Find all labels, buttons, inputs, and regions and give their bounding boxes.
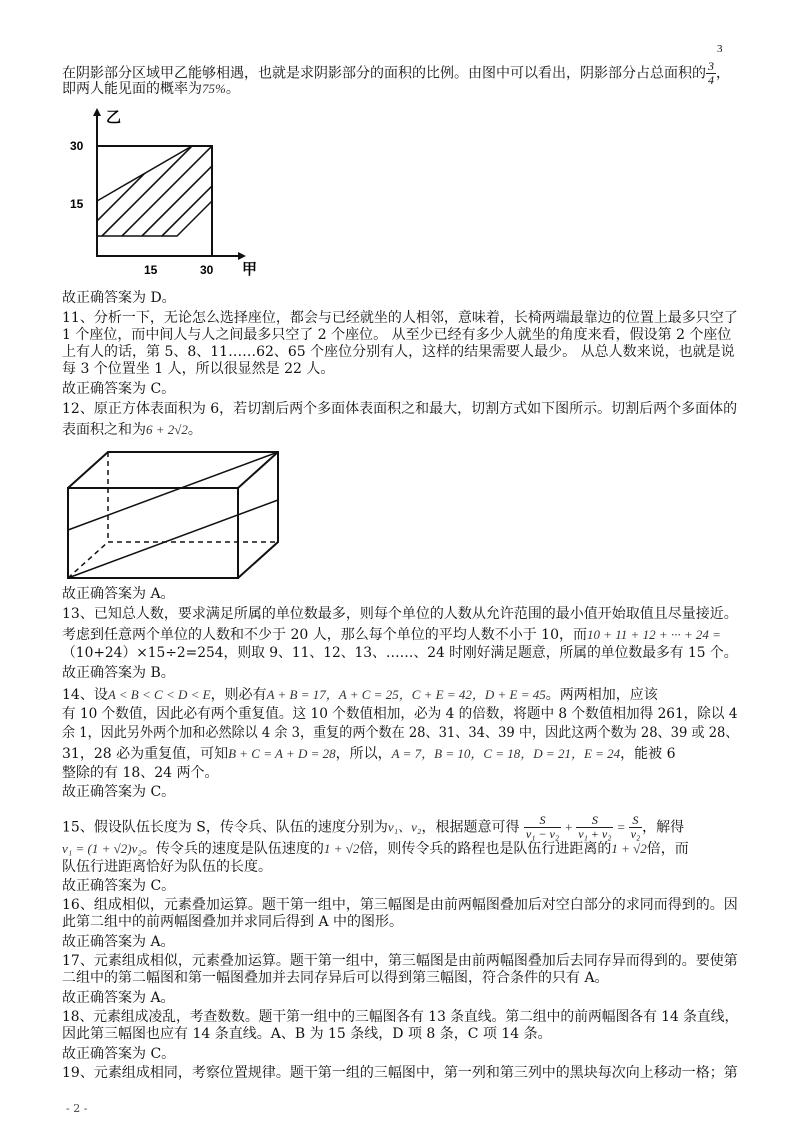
answer-line: 故正确答案为 A。 [62,990,175,1006]
ratio-expression: 1 + √2 [611,841,647,856]
text-line: 1 个座位，而中间人与人之间最多只空了 2 个座位。 从至少已经有多少人就坐的角度来看，假设第 2 个座位 [62,327,732,343]
answer-line: 故正确答案为 C。 [62,381,176,397]
solution-expression: v₁ = (1 + √2)v₂ [62,841,142,856]
answer-line: 故正确答案为 B。 [62,665,175,681]
meeting-area-diagram [62,106,272,278]
page-footer-number: - 2 - [66,1102,88,1115]
text-line: 此第二组中的前两幅图叠加并求同后得到 A 中的图形。 [62,914,404,930]
text-line: 队伍行进距离恰好为队伍的长度。 [62,859,272,875]
y-tick-label: 30 [70,139,84,153]
text-line: 二组中的第二幅图和第一幅图叠加并去同存异后可以得到第三幅图，符合条件的只有 A。 [62,970,609,986]
fraction-three-quarters: $\frac{3}{4}$ [708,59,714,87]
text-line: 11、分析一下，无论怎么选择座位，都会与已经就坐的人相邻，意味着，长椅两端最靠边的位置上最多只空了 [62,310,738,326]
answer-line: 故正确答案为 C。 [62,1046,176,1062]
x-tick-label: 30 [200,263,214,277]
equation-fraction: $\frac{S}{\text{v₁ + v₂}}$ [578,813,612,841]
text-line: 31，28 必为重复值，可知B + C = A + D = 28，所以，A = 7，B = 10，C = 18，D = 21，E = 24，能被 6 [62,746,676,762]
text-line: 13、已知总人数，要求满足所属的单位数最多，则每个单位的人数从允许范围的最小值开始取值且尽量接近。 [62,606,738,622]
text-line: 15、假设队伍长度为 S，传令兵、队伍的速度分别为v₁、v₂，根据题意可得 $\frac{S}{\text{v₁ − v₂}}$ + $\frac{S}{\text{v₁ + v₂}}$ = $\frac{S}{\text{v₂}}$ ，解得 [62,813,685,841]
text-line: 有 10 个数值，因此必有两个重复值。这 10 个数值相加，必为 4 的倍数，将题中 8 个数值相加得 261，除以 4 [62,706,738,722]
text-line: 19、元素组成相同，考察位置规律。题干第一组的三幅图中，第一列和第三列中的黑块每次向上移动一格；第 [62,1065,738,1081]
x-tick-label: 15 [144,263,158,277]
order-expression: A < B < C < D < E [107,687,211,702]
text-line: 即两人能见面的概率为75%。 [62,81,240,97]
shaded-region [62,146,272,236]
text-line: 考虑到任意两个单位的人数和不少于 20 人，那么每个单位的平均人数不小于 10，而10 + 11 + 12 + ··· + 24 = [62,627,721,643]
y-axis-label: 乙 [106,109,122,126]
text-line: 整除的有 18、24 两个。 [62,765,219,781]
text-line: 18、元素组成凌乱，考查数数。题干第一组中的三幅图各有 13 条直线。第二组中的前两幅图各有 14 条直线， [62,1009,739,1025]
probability-value: 75% [202,81,226,96]
equation-fraction: $\frac{S}{\text{v₁ − v₂}}$ [525,813,559,841]
text-line: 在阴影部分区域甲乙能够相遇，也就是求阴影部分的面积的比例。由图中可以看出，阴影部分占总面积的 $\frac{3}{4}$ ， [62,59,730,87]
cube-cut-diagram [62,448,302,582]
answer-line: 故正确答案为 A。 [62,934,175,950]
answer-line: 故正确答案为 D。 [62,290,176,306]
answer-line: 故正确答案为 A。 [62,586,175,602]
text-line: 16、组成相似，元素叠加运算。题干第一组中，第三幅图是由前两幅图叠加后对空白部分的求同而得到的。因 [62,897,738,913]
text-line: 表面积之和为6 + 2√2。 [62,422,202,438]
surface-area-value: 6 + 2√2 [146,422,188,437]
text-line: 余 1，因此另外两个加和必然除以 4 余 3，重复的两个数在 28、31、34、39 中，因此这两个数为 28、39 或 28、 [62,725,739,741]
relations-expression: A + B = 17，A + C = 25，C + E = 42，D + E = 45 [266,687,546,702]
text-line: 17、元素组成相似，元素叠加运算。题干第一组中，第三幅图是由前两幅图叠加后去同存异而得到的。要使第 [62,953,738,969]
text-line: v₁ = (1 + √2)v₂。传令兵的速度是队伍速度的1 + √2倍，则传令兵的路程也是队伍行进距离的1 + √2倍，而 [62,841,689,857]
text-line: 12、原正方体表面积为 6，若切割后两个多面体表面积之和最大，切割方式如下图所示。切割后两个多面体的 [62,401,738,417]
values-expression: A = 7，B = 10，C = 18，D = 21，E = 24 [391,746,621,761]
x-axis-label: 甲 [242,261,258,278]
sum-expression: 10 + 11 + 12 + ··· + 24 = [586,627,721,642]
ratio-expression: 1 + √2 [323,841,360,856]
page-top-number: 3 [717,43,723,55]
y-tick-label: 15 [70,197,84,211]
text-line: 因此第三幅图也应有 14 条直线。A、B 为 15 条线，D 项 8 条，C 项 14 条。 [62,1026,552,1042]
text-line: （10+24）×15÷2=254，则取 9、11、12、13、……、24 时刚好满足题意，所属的单位数最多有 15 个。 [62,645,738,661]
answer-line: 故正确答案为 C。 [62,878,176,894]
text-line: 上有人的话，第 5、8、11……62、65 个座位分别有人，这样的结果需要人最少。 从总人数来说，也就是说 [62,344,735,360]
answer-line: 故正确答案为 C。 [62,784,176,800]
sum-relation: B + C = A + D = 28 [228,746,336,761]
text-line: 14、设A < B < C < D < E，则必有A + B = 17，A + C = 25，C + E = 42，D + E = 45。两两相加，应该 [62,687,658,703]
speed-variables: v₁、v₂ [387,819,422,835]
text-line: 每 3 个位置坐 1 人，所以很显然是 22 人。 [62,361,335,377]
equation-fraction: $\frac{S}{\text{v₂}}$ [630,813,641,841]
